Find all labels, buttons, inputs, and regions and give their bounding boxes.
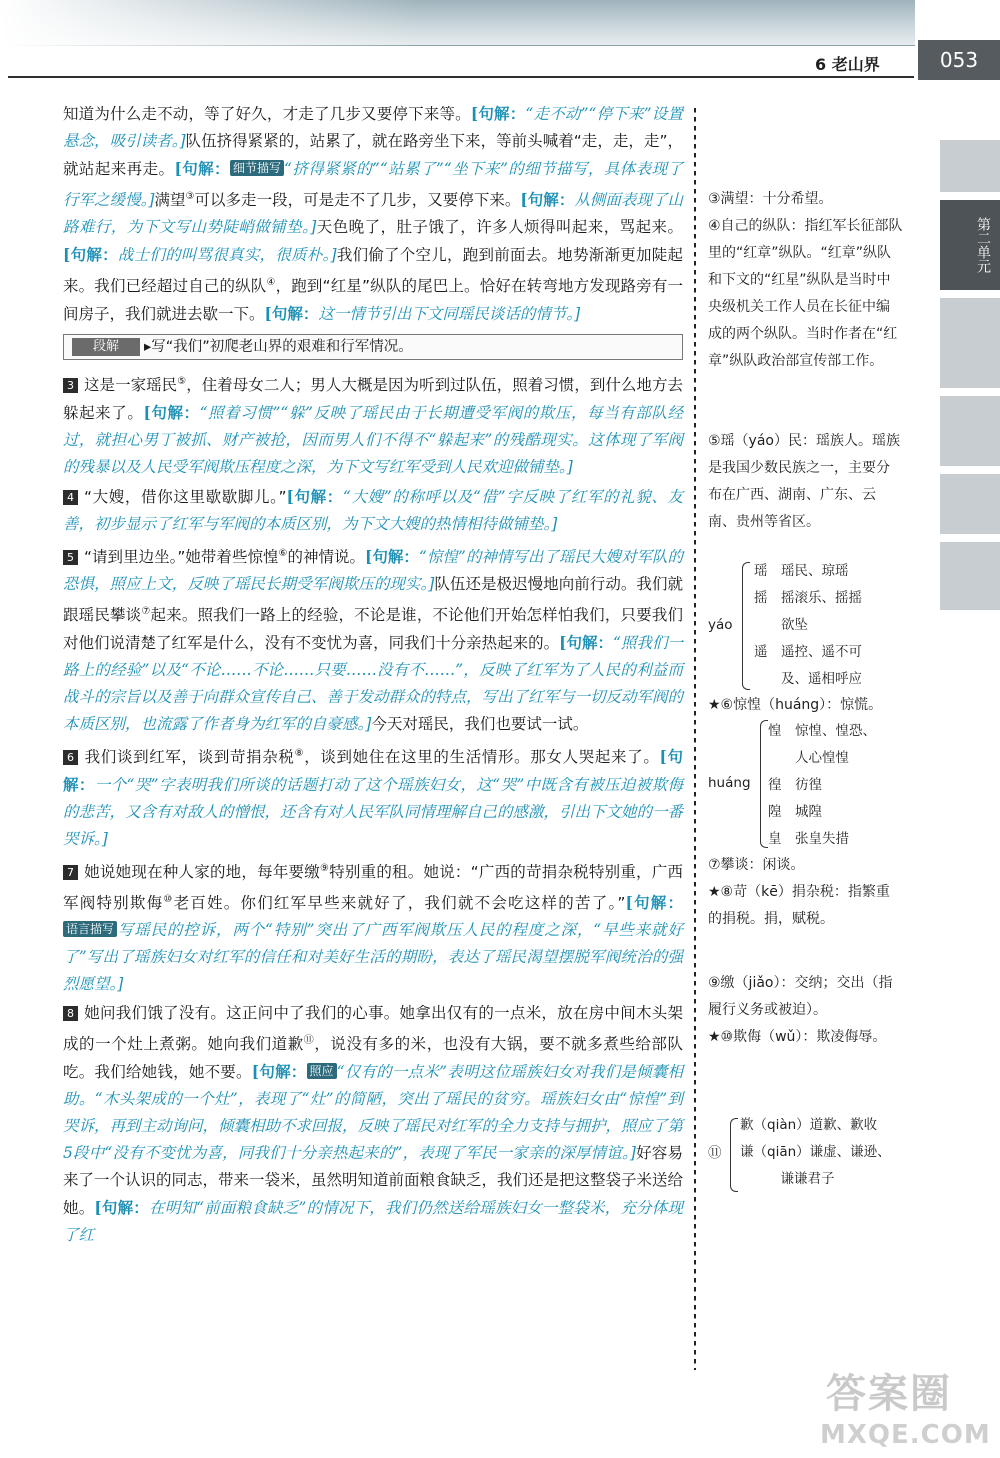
comment-tag: [句解： [63,245,118,264]
footnote-ref[interactable]: ⑩ [163,894,174,905]
comment [63,404,683,476]
comment-tag: [句解： [143,403,200,422]
side-tab-5[interactable] [940,474,1000,534]
text: 我们谈到红军，谈到苛捐杂税 [84,748,295,766]
paragraph-number: 4 [63,490,78,505]
paragraph-6 [63,740,683,853]
text: 的神情说。 [287,548,366,566]
paragraph-7 [63,855,683,998]
yao-row: 欲坠 [754,617,808,633]
yao-row: 瑶 瑶民、琼瑶 [754,563,849,579]
paragraph-4 [63,483,683,538]
text: ，说没有多的米，也没有大锅，要不就多煮些给部队吃。我们给她钱，她不要。 [63,1035,683,1081]
text: 队伍还是极迟慢地向前行动。我们就跟瑶民攀谈 [63,575,683,624]
arrow-icon: ▸ [144,339,152,355]
watermark-logo: 答案圈 [826,1371,952,1417]
comment-text: “照我们一路上的经验”以及“不论……不论……只要……没有不……”，反映了红军为了人民的利益而战斗的宗旨以及善于向群众宣传自己、善于发动群众的特点，写出了红军与一切反动军阀的本质区别，也流露了作者身为红军的自豪感。] [63,634,684,733]
footnote-ref[interactable]: ⑤ [177,376,187,387]
yao-row: 摇 摇滚乐、摇摇 [754,590,862,606]
header-band [0,0,915,46]
side-tab-active[interactable]: 第二单元 [940,200,1000,290]
comment-text: “走不动”“停下来”设置悬念，吸引读者。] [63,105,683,150]
qian-row: 谦（qiān）谦虚、谦逊、 [740,1144,891,1160]
text: ，住着母女二人；男人大概是因为听到过队伍，照着习惯，到什么地方去躲起来了。 [63,376,683,422]
paragraph-5 [63,540,683,738]
text: 特别重的租。她说：“广西的苛捐杂税特别重，广西军阀特别欺侮 [63,863,683,912]
comment-text: 从侧面表现了山路难行，为下文写山势陡峭做铺垫。] [63,191,683,236]
note-10: ★⑩欺侮（wǔ）：欺凌侮辱。 [708,1029,887,1045]
note-9: ⑨缴（jiǎo）：交纳；交出（指履行义务或被迫）。 [708,975,893,1018]
note-11-number: ⑪ [708,1145,722,1161]
comment-text: “大嫂”的称呼以及“借”字反映了红军的礼貌、友善，初步显示了红军与军阀的本质区别，为下文大嫂的热情相待做铺垫。] [63,488,684,533]
footnote-ref[interactable]: ⑪ [303,1035,315,1046]
text: 知道为什么走不动，等了好久，才走了几步又要停下来等。 [63,105,471,123]
comment [63,1199,683,1244]
huang-pinyin: huáng [708,775,751,791]
header-band-fade [0,0,420,46]
comment-tag: [句解： [286,487,343,506]
comment-tag: [句解： [365,547,419,566]
comment-tag: [句解： [559,633,614,652]
yao-pinyin: yáo [708,617,733,633]
text: 可以多走一段，可是走不了几步，又要停下来。 [194,191,521,209]
text: ，跑到“红星”纵队的尾巴上。恰好在转弯地方发现路旁有一间房子，我们就进去歇一下。 [63,277,683,323]
technique-tag: 照应 [307,1063,337,1079]
footnote-ref[interactable]: ④ [266,277,276,288]
yao-row: 及、遥相呼应 [754,671,862,687]
qian-list [740,1112,900,1193]
comment-text: 这一情节引出下文同瑶民谈话的情节。] [318,305,581,323]
note-7: ⑦攀谈：闲谈。 [708,857,805,873]
comment-text: “挤得紧紧的”“站累了”“坐下来”的细节描写，具体表现了行军之缓慢。] [63,160,683,209]
huang-row: 隍 城隍 [768,804,822,820]
comment-text: 在明知“前面粮食缺乏”的情况下，我们仍然送给瑶族妇女一整袋米，充分体现了红 [63,1199,683,1244]
yao-bracket [742,562,750,690]
note-3: ③满望：十分希望。 [708,191,833,207]
huang-list [768,718,898,853]
comment-tag: [句解： [63,747,683,794]
comment-tag: [句解： [264,304,319,323]
technique-tag: 细节描写 [230,160,284,176]
header-rule [8,76,914,78]
text: 我们偷了个空儿，跑到前面去。地势渐渐更加陡起来。我们已经超过自己的纵队 [63,246,683,295]
huang-row: 徨 彷徨 [768,777,822,793]
paragraph-number: 8 [63,1006,78,1021]
comment-text: “仅有的一点米”表明这位瑶族妇女对我们是倾囊相助。“木头架成的一个灶”，表现了“灶”的简陋，突出了瑶民的贫穷。瑶族妇女由“惊惶”到哭诉，再到主动询问，倾囊相助不求回报，反映了瑶民对红军的全力支持与拥护，照应了第5段中“没有不变忧为喜，同我们十分亲热起来的”，表现了军民一家亲的深厚情谊。] [63,1063,684,1162]
paragraph-number: 5 [63,550,78,565]
huang-row: 皇 张皇失措 [768,831,849,847]
footnote-ref[interactable]: ③ [185,191,195,202]
technique-tag: 语言描写 [63,921,117,937]
text: 好容易来了一个认识的同志，带来一袋米，虽然明知道前面粮食缺乏，我们还是把这整袋子米送给她。 [63,1144,684,1217]
comment-tag: [句解： [251,1062,307,1081]
side-tab-6[interactable] [940,542,1000,610]
watermark-site: MXQE.COM [820,1420,991,1450]
yao-list [754,558,894,693]
chapter-title: 6 老山界 [815,55,880,74]
footnote-ref[interactable]: ⑨ [319,863,330,874]
text: 今天对瑶民，我们也要试一试。 [371,715,589,733]
huang-row: 惶 惊惶、惶恐、 [768,723,876,739]
footnote-ref[interactable]: ⑥ [278,548,288,559]
text: 老百姓。你们红军早些来就好了，我们就不会吃这样的苦了。” [173,894,626,912]
comment-tag: [句解： [625,893,683,912]
qian-row: 歉（qiàn）道歉、歉收 [740,1117,878,1133]
comment-text: 战士们的叫骂很真实，很质朴。] [117,246,337,264]
paragraph-number: 7 [63,865,78,880]
comment [265,305,581,323]
note-6: ★⑥惊惶（huáng）：惊慌。 [708,697,883,713]
paragraph-3 [63,368,683,481]
column-separator [694,108,696,1370]
footnote-ref[interactable]: ⑧ [294,748,305,759]
comment-tag: [句解： [470,104,526,123]
note-8: ★⑧苛（kē）捐杂税：指繁重的捐税。捐，赋税。 [708,884,890,927]
text: “请到里边坐。”她带着些惊惶 [84,548,279,566]
paragraph-8 [63,1000,683,1249]
section-summary-box [63,334,683,360]
paragraph-number: 6 [63,750,78,765]
text: “大嫂，借你这里歇歇脚儿。” [84,488,287,506]
paragraph-top [63,100,683,328]
comment-text: 写瑶民的控诉，两个“特别”突出了广西军阀欺压人民的程度之深，“早些来就好了”写出了瑶族妇女对红军的信任和对美好生活的期盼，表达了瑶民渴望摆脱军阀统治的强烈愿望。] [63,921,683,993]
text: 这是一家瑶民 [84,376,178,394]
text: 满望 [154,191,186,209]
comment-tag: [句解： [174,159,230,178]
comment-tag: [句解： [520,190,575,209]
comment-text: “照着习惯”“躲”反映了瑶民由于长期遭受军阀的欺压，每当有部队经过，就担心男丁被抓、财产被抢，因而男人们不得不“躲起来”的残酷现实。这体现了军阀的残暴以及人民受军阀欺压程度之深，为下文写红军受到人民欢迎做铺垫。] [63,404,683,476]
text: ，谈到她住在这里的生活情形。那女人哭起来了。 [304,748,660,766]
note-4: ④自己的纵队：指红军长征部队里的“红章”纵队。“红章”纵队和下文的“红星”纵队是当时中央级机关工作人员在长征中编成的两个纵队。当时作者在“红章”纵队政治部宣传部工作。 [708,218,903,369]
text: 她说她现在种人家的地，每年要缴 [84,863,320,881]
qian-bracket [730,1118,738,1192]
side-tab-4[interactable] [940,396,1000,466]
text: 天色晚了，肚子饿了，许多人烦得叫起来，骂起来。 [316,218,683,236]
qian-row: 谦谦君子 [740,1171,835,1187]
huang-bracket [760,720,768,848]
comment-tag: [句解： [94,1198,150,1217]
side-tab-1[interactable] [940,140,1000,192]
section-summary-label: 段解 [72,338,140,356]
paragraph-number: 3 [63,378,78,393]
comment-text: “惊惶”的神情写出了瑶民大嫂对军队的恐惧，照应上文，反映了瑶民长期受军阀欺压的现实。] [63,548,683,593]
note-5: ⑤瑶（yáo）民：瑶族人。瑶族是我国少数民族之一，主要分布在广西、湖南、广东、云南、贵州等省区。 [708,433,900,530]
main-text-column [63,100,683,1251]
text: 起来。照我们一路上的经验，不论是谁，不论他们开始怎样怕我们，只要我们对他们说清楚了红军是什么，没有不变忧为喜，同我们十分亲热起来的。 [63,606,683,652]
footnote-ref[interactable]: ⑦ [141,606,151,617]
huang-row: 人心惶惶 [768,750,849,766]
section-summary-text: 写“我们”初爬老山界的艰难和行军情况。 [151,339,413,355]
yao-row: 遥 遥控、遥不可 [754,644,862,660]
page-number: 053 [918,40,1000,80]
text: 队伍挤得紧紧的，站累了，就在路旁坐下来，等前头喊着“走，走，走”，就站起来再走。 [63,132,683,178]
comment-text: 一个“哭”字表明我们所谈的话题打动了这个瑶族妇女，这“哭”中既含有被压迫被欺侮的悲苦，又含有对敌人的憎恨，还含有对人民军队同情理解自己的感激，引出下文她的一番哭诉。] [63,776,684,848]
comment [63,246,337,264]
text: 她问我们饿了没有。这正问中了我们的心事。她拿出仅有的一点米，放在房中间木头架成的一个灶上煮粥。她向我们道歉 [63,1004,683,1053]
side-tab-3[interactable] [940,298,1000,388]
